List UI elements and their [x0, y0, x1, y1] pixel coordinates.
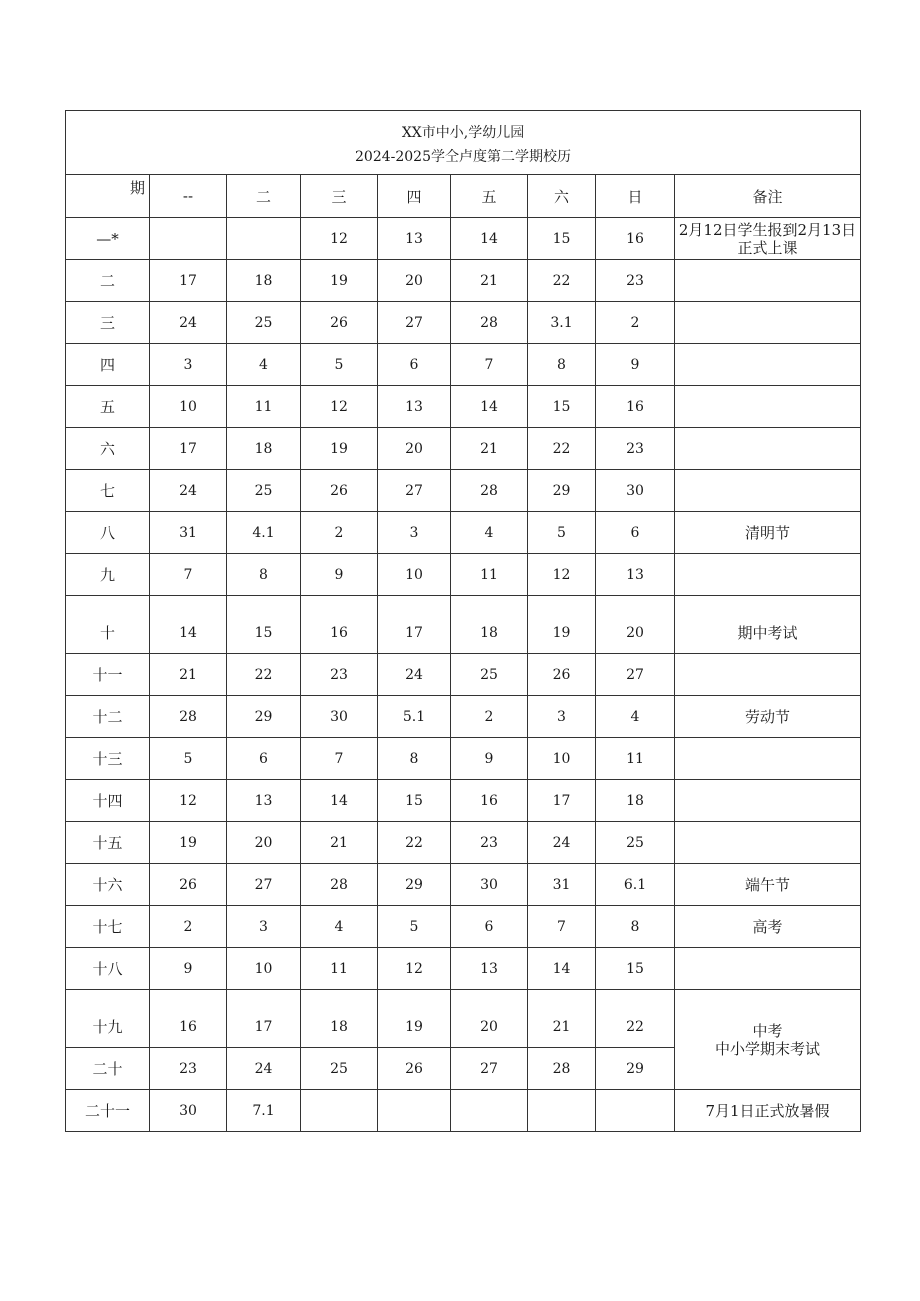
day-cell: 17 [528, 780, 596, 822]
day-cell: 6.1 [596, 864, 675, 906]
day-cell: 9 [150, 948, 227, 990]
day-cell: 3 [150, 344, 227, 386]
header-day-sat: 六 [528, 175, 596, 218]
day-cell: 24 [150, 302, 227, 344]
day-cell: 22 [528, 428, 596, 470]
day-cell: 28 [451, 302, 528, 344]
day-cell: 19 [301, 260, 378, 302]
day-cell: 30 [301, 696, 378, 738]
day-cell: 10 [378, 554, 451, 596]
title-semester: 2024-2025学仝卢度第二学期校历 [355, 148, 571, 165]
day-cell: 20 [378, 428, 451, 470]
note-cell [675, 948, 861, 990]
day-cell: 26 [301, 470, 378, 512]
week-label: 十七 [66, 906, 150, 948]
week-row [66, 554, 861, 596]
day-cell: 9 [451, 738, 528, 780]
day-cell: 11 [301, 948, 378, 990]
day-cell: 29 [378, 864, 451, 906]
day-cell: 24 [150, 470, 227, 512]
day-cell: 20 [451, 990, 528, 1048]
header-week: 期 [66, 175, 150, 218]
day-cell: 10 [150, 386, 227, 428]
note-cell: 劳动节 [675, 696, 861, 738]
day-cell: 6 [451, 906, 528, 948]
day-cell: 7 [451, 344, 528, 386]
week-row [66, 780, 861, 822]
day-cell: 6 [596, 512, 675, 554]
day-cell: 12 [301, 218, 378, 260]
note-cell [675, 428, 861, 470]
week-row [66, 738, 861, 780]
title-school-name: XX市中小,学幼儿园 [401, 124, 525, 141]
header-day-tue: 二 [227, 175, 301, 218]
week-row [66, 906, 861, 948]
day-cell: 4 [451, 512, 528, 554]
header-day-sun: 日 [596, 175, 675, 218]
day-cell: 28 [451, 470, 528, 512]
day-cell: 6 [378, 344, 451, 386]
header-day-wed: 三 [301, 175, 378, 218]
day-cell: 25 [451, 654, 528, 696]
week-row [66, 1090, 861, 1132]
day-cell: 18 [451, 596, 528, 654]
day-cell: 10 [227, 948, 301, 990]
day-cell: 24 [227, 1048, 301, 1090]
day-cell: 4.1 [227, 512, 301, 554]
day-cell: 25 [227, 470, 301, 512]
week-label: 十八 [66, 948, 150, 990]
note-cell [675, 738, 861, 780]
day-cell: 22 [227, 654, 301, 696]
note-cell [675, 654, 861, 696]
day-cell: 14 [451, 218, 528, 260]
day-cell: 27 [378, 302, 451, 344]
day-cell: 15 [528, 218, 596, 260]
day-cell: 30 [596, 470, 675, 512]
day-cell: 19 [301, 428, 378, 470]
day-cell: 26 [378, 1048, 451, 1090]
note-cell [675, 822, 861, 864]
day-cell: 16 [596, 218, 675, 260]
day-cell: 17 [227, 990, 301, 1048]
week-row [66, 696, 861, 738]
week-label: 十 [66, 596, 150, 654]
note-line: 中考 [752, 1021, 783, 1040]
day-cell: 5 [528, 512, 596, 554]
day-cell: 6 [227, 738, 301, 780]
week-label: 十五 [66, 822, 150, 864]
day-cell: 5.1 [378, 696, 451, 738]
day-cell: 12 [150, 780, 227, 822]
day-cell: 23 [596, 428, 675, 470]
day-cell: 13 [378, 386, 451, 428]
day-cell: 21 [451, 260, 528, 302]
day-cell: 3 [528, 696, 596, 738]
day-cell: 8 [596, 906, 675, 948]
week-row [66, 512, 861, 554]
day-cell: 13 [596, 554, 675, 596]
day-cell: 23 [150, 1048, 227, 1090]
day-cell [378, 1090, 451, 1132]
day-cell: 13 [227, 780, 301, 822]
day-cell: 19 [378, 990, 451, 1048]
day-cell: 23 [596, 260, 675, 302]
day-cell: 18 [227, 260, 301, 302]
note-cell [675, 780, 861, 822]
week-label: 九 [66, 554, 150, 596]
day-cell: 12 [528, 554, 596, 596]
week-row [66, 386, 861, 428]
day-cell: 15 [596, 948, 675, 990]
note-cell [675, 260, 861, 302]
day-cell: 17 [378, 596, 451, 654]
day-cell: 8 [227, 554, 301, 596]
note-cell: 2月12日学生报到2月13日正式上课 [675, 218, 861, 260]
day-cell: 28 [301, 864, 378, 906]
day-cell: 5 [150, 738, 227, 780]
day-cell [150, 218, 227, 260]
day-cell: 26 [150, 864, 227, 906]
day-cell: 27 [596, 654, 675, 696]
note-cell: 期中考试 [675, 596, 861, 654]
day-cell: 9 [301, 554, 378, 596]
day-cell: 24 [528, 822, 596, 864]
day-cell: 26 [301, 302, 378, 344]
day-cell: 13 [451, 948, 528, 990]
day-cell [451, 1090, 528, 1132]
day-cell: 7 [150, 554, 227, 596]
day-cell: 5 [378, 906, 451, 948]
day-cell: 12 [378, 948, 451, 990]
day-cell: 7 [301, 738, 378, 780]
note-cell [675, 386, 861, 428]
day-cell: 17 [150, 428, 227, 470]
day-cell: 28 [528, 1048, 596, 1090]
day-cell: 30 [451, 864, 528, 906]
header-row [66, 175, 861, 218]
day-cell: 2 [301, 512, 378, 554]
day-cell: 21 [150, 654, 227, 696]
header-note: 备注 [675, 175, 861, 218]
day-cell: 4 [301, 906, 378, 948]
day-cell: 16 [596, 386, 675, 428]
day-cell: 16 [150, 990, 227, 1048]
note-cell: 端午节 [675, 864, 861, 906]
week-row [66, 260, 861, 302]
day-cell [227, 218, 301, 260]
day-cell: 10 [528, 738, 596, 780]
week-label: 十六 [66, 864, 150, 906]
day-cell: 12 [301, 386, 378, 428]
day-cell: 18 [301, 990, 378, 1048]
day-cell: 14 [451, 386, 528, 428]
note-cell-exams [675, 990, 861, 1090]
day-cell: 28 [150, 696, 227, 738]
day-cell: 4 [596, 696, 675, 738]
day-cell: 23 [451, 822, 528, 864]
day-cell: 11 [227, 386, 301, 428]
day-cell: 19 [528, 596, 596, 654]
header-day-fri: 五 [451, 175, 528, 218]
week-row [66, 822, 861, 864]
day-cell: 23 [301, 654, 378, 696]
day-cell: 25 [301, 1048, 378, 1090]
day-cell: 13 [378, 218, 451, 260]
day-cell: 18 [227, 428, 301, 470]
week-label: 三 [66, 302, 150, 344]
day-cell: 19 [150, 822, 227, 864]
day-cell: 21 [301, 822, 378, 864]
week-row [66, 218, 861, 260]
day-cell: 27 [378, 470, 451, 512]
week-label: 十九 [66, 990, 150, 1048]
day-cell: 3 [378, 512, 451, 554]
week-label: 二十 [66, 1048, 150, 1090]
week-row [66, 864, 861, 906]
day-cell: 8 [378, 738, 451, 780]
day-cell: 20 [596, 596, 675, 654]
day-cell: 16 [301, 596, 378, 654]
week-label: 四 [66, 344, 150, 386]
note-cell [675, 470, 861, 512]
week-row [66, 990, 861, 1048]
week-label: 六 [66, 428, 150, 470]
day-cell: 5 [301, 344, 378, 386]
day-cell: 14 [301, 780, 378, 822]
week-row [66, 654, 861, 696]
note-line: 中小学期末考试 [715, 1039, 821, 1058]
day-cell: 11 [596, 738, 675, 780]
day-cell: 31 [528, 864, 596, 906]
day-cell: 20 [227, 822, 301, 864]
week-row [66, 596, 861, 654]
week-label: 八 [66, 512, 150, 554]
day-cell: 21 [528, 990, 596, 1048]
day-cell: 25 [227, 302, 301, 344]
day-cell: 8 [528, 344, 596, 386]
day-cell: 3 [227, 906, 301, 948]
day-cell: 2 [451, 696, 528, 738]
note-cell [675, 344, 861, 386]
day-cell: 7 [528, 906, 596, 948]
day-cell: 27 [227, 864, 301, 906]
day-cell: 16 [451, 780, 528, 822]
day-cell: 4 [227, 344, 301, 386]
day-cell: 20 [378, 260, 451, 302]
header-day-mon: -- [150, 175, 227, 218]
school-calendar-table [65, 110, 861, 1132]
day-cell: 31 [150, 512, 227, 554]
calendar-title [66, 111, 861, 175]
week-label: 二十一 [66, 1090, 150, 1132]
day-cell: 22 [528, 260, 596, 302]
week-label: 十三 [66, 738, 150, 780]
day-cell: 21 [451, 428, 528, 470]
week-row [66, 302, 861, 344]
header-day-thu: 四 [378, 175, 451, 218]
day-cell: 29 [227, 696, 301, 738]
day-cell: 2 [596, 302, 675, 344]
week-label: 十二 [66, 696, 150, 738]
day-cell: 29 [596, 1048, 675, 1090]
day-cell: 15 [227, 596, 301, 654]
day-cell: 14 [150, 596, 227, 654]
week-row [66, 428, 861, 470]
day-cell: 25 [596, 822, 675, 864]
week-label: 二 [66, 260, 150, 302]
note-cell [675, 554, 861, 596]
day-cell: 17 [150, 260, 227, 302]
week-row [66, 344, 861, 386]
day-cell: 27 [451, 1048, 528, 1090]
day-cell: 30 [150, 1090, 227, 1132]
day-cell: 22 [378, 822, 451, 864]
week-row [66, 470, 861, 512]
note-cell: 清明节 [675, 512, 861, 554]
day-cell: 14 [528, 948, 596, 990]
day-cell: 11 [451, 554, 528, 596]
day-cell: 22 [596, 990, 675, 1048]
week-label: 五 [66, 386, 150, 428]
week-label: —* [66, 218, 150, 260]
week-label: 十一 [66, 654, 150, 696]
day-cell: 15 [528, 386, 596, 428]
day-cell: 15 [378, 780, 451, 822]
day-cell: 24 [378, 654, 451, 696]
week-label: 十四 [66, 780, 150, 822]
note-cell [675, 302, 861, 344]
day-cell: 29 [528, 470, 596, 512]
day-cell: 9 [596, 344, 675, 386]
day-cell: 7.1 [227, 1090, 301, 1132]
day-cell [301, 1090, 378, 1132]
day-cell [596, 1090, 675, 1132]
note-cell: 高考 [675, 906, 861, 948]
day-cell: 2 [150, 906, 227, 948]
note-cell: 7月1日正式放暑假 [675, 1090, 861, 1132]
day-cell: 18 [596, 780, 675, 822]
day-cell: 3.1 [528, 302, 596, 344]
week-row [66, 948, 861, 990]
week-label: 七 [66, 470, 150, 512]
day-cell [528, 1090, 596, 1132]
day-cell: 26 [528, 654, 596, 696]
